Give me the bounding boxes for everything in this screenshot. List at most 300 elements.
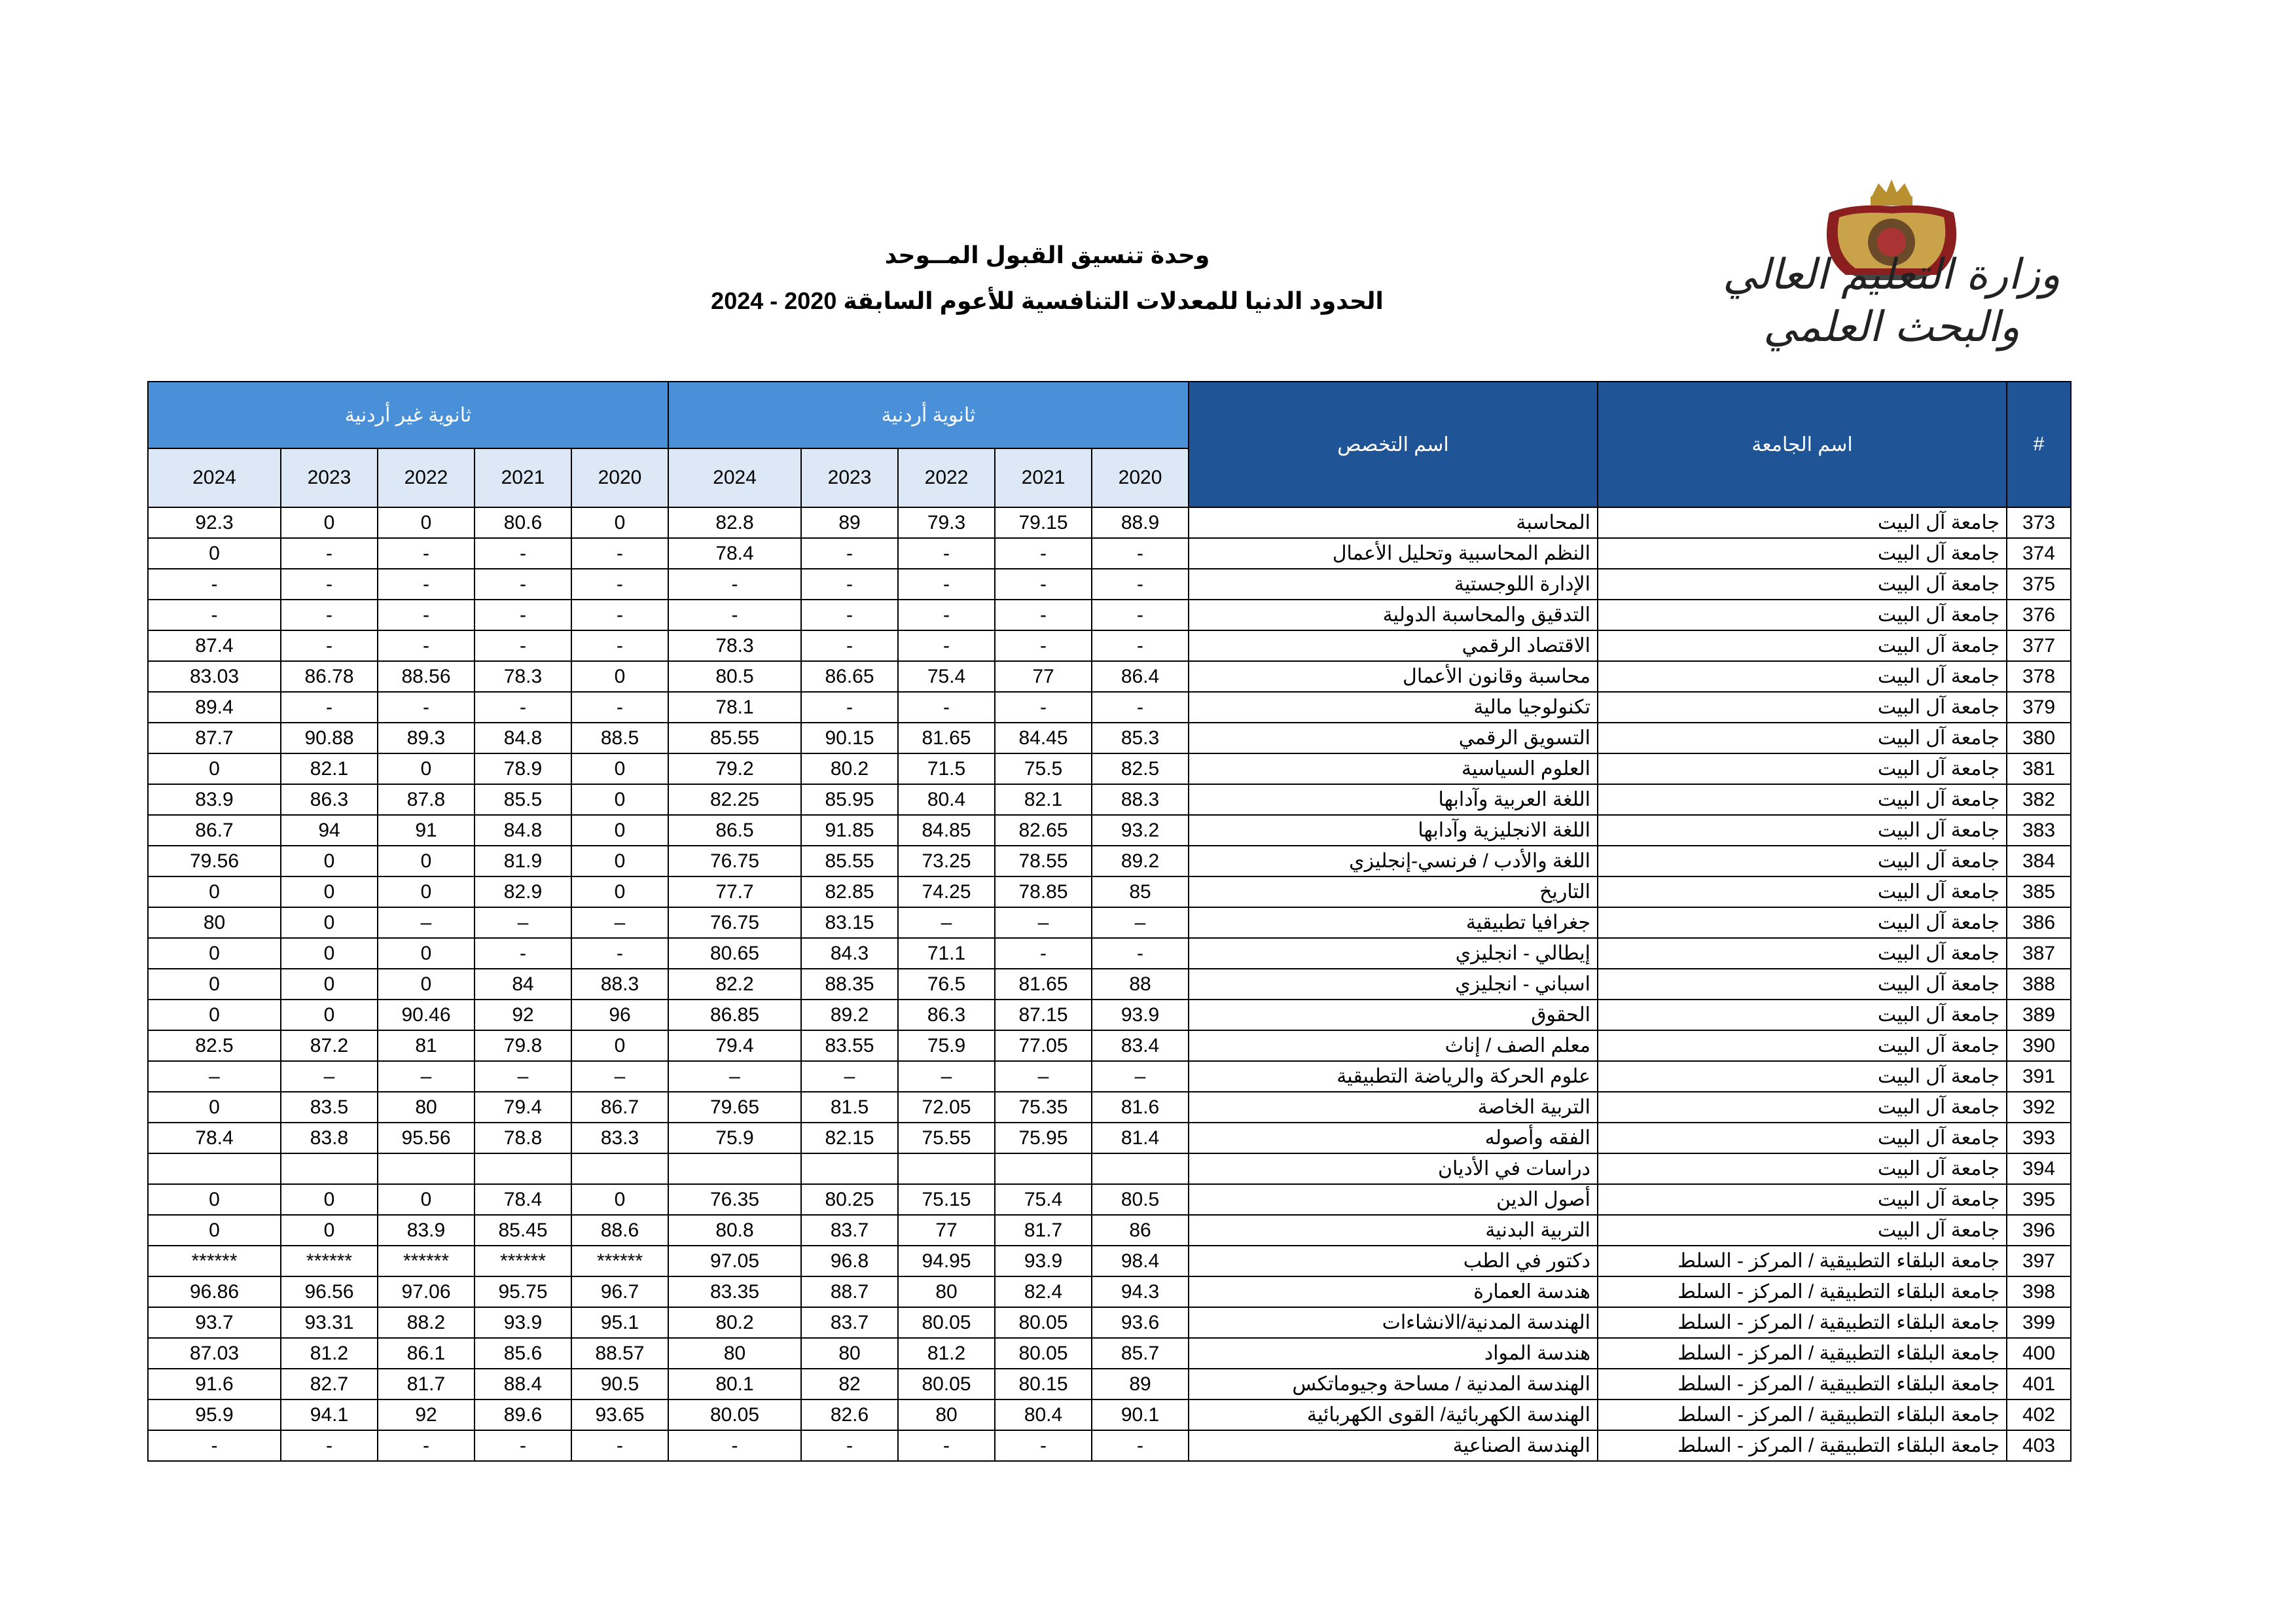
- jordanian-score-cell: 78.4: [668, 538, 801, 569]
- jordanian-score-cell: 88.35: [801, 969, 898, 1000]
- jordanian-score-cell: 80: [668, 1338, 801, 1369]
- non-jordanian-score-cell: 78.9: [475, 753, 571, 784]
- jordanian-score-cell: -: [898, 569, 995, 600]
- jordanian-score-cell: -: [995, 692, 1092, 723]
- header-index: #: [2007, 382, 2071, 507]
- jordanian-score-cell: –: [1092, 1061, 1189, 1092]
- non-jordanian-score-cell: –: [571, 1061, 668, 1092]
- non-jordanian-score-cell: 87.4: [148, 630, 281, 661]
- jordanian-score-cell: 88.9: [1092, 507, 1189, 538]
- non-jordanian-score-cell: 82.9: [475, 876, 571, 907]
- admission-table: [147, 381, 2072, 1462]
- index-cell: 384: [2007, 846, 2071, 876]
- non-jordanian-score-cell: 0: [148, 1215, 281, 1246]
- jordanian-score-cell: 80: [898, 1399, 995, 1430]
- non-jordanian-score-cell: 0: [378, 969, 475, 1000]
- non-jordanian-score-cell: 93.31: [281, 1307, 378, 1338]
- jordanian-score-cell: 86.4: [1092, 661, 1189, 692]
- jordanian-score-cell: 90.1: [1092, 1399, 1189, 1430]
- non-jordanian-score-cell: 91: [378, 815, 475, 846]
- index-cell: 399: [2007, 1307, 2071, 1338]
- jordanian-score-cell: 75.4: [898, 661, 995, 692]
- non-jordanian-score-cell: -: [148, 569, 281, 600]
- jordanian-score-cell: 96.8: [801, 1246, 898, 1276]
- non-jordanian-score-cell: 0: [148, 938, 281, 969]
- jordanian-score-cell: 80.05: [898, 1307, 995, 1338]
- jordanian-score-cell: 84.45: [995, 723, 1092, 753]
- jordanian-score-cell: 80.05: [995, 1338, 1092, 1369]
- table-row: [148, 630, 2071, 661]
- non-jordanian-score-cell: 90.5: [571, 1369, 668, 1399]
- index-cell: 398: [2007, 1276, 2071, 1307]
- jordanian-score-cell: 80: [898, 1276, 995, 1307]
- jordanian-score-cell: 78.1: [668, 692, 801, 723]
- table-row: [148, 1276, 2071, 1307]
- non-jordanian-score-cell: 96: [571, 1000, 668, 1030]
- header-jordanian: ثانوية أردنية: [668, 382, 1189, 448]
- table-row: [148, 692, 2071, 723]
- jordanian-score-cell: 88.7: [801, 1276, 898, 1307]
- non-jordanian-score-cell: 83.9: [148, 784, 281, 815]
- non-jordanian-score-cell: 0: [571, 846, 668, 876]
- major-cell: التربية الخاصة: [1189, 1092, 1598, 1123]
- jordanian-score-cell: 85.55: [668, 723, 801, 753]
- index-cell: 394: [2007, 1153, 2071, 1184]
- table-row: [148, 1338, 2071, 1369]
- jordanian-score-cell: 77.05: [995, 1030, 1092, 1061]
- jordanian-score-cell: -: [995, 538, 1092, 569]
- jordanian-score-cell: 77: [995, 661, 1092, 692]
- jordanian-score-cell: 86.65: [801, 661, 898, 692]
- university-cell: جامعة آل البيت: [1598, 753, 2007, 784]
- jordanian-score-cell: -: [801, 1430, 898, 1461]
- non-jordanian-score-cell: 92: [378, 1399, 475, 1430]
- jordanian-score-cell: 89: [801, 507, 898, 538]
- non-jordanian-score-cell: 0: [571, 1184, 668, 1215]
- non-jordanian-score-cell: 78.8: [475, 1123, 571, 1153]
- non-jordanian-score-cell: 0: [571, 661, 668, 692]
- jordanian-score-cell: -: [898, 630, 995, 661]
- non-jordanian-score-cell: 85.5: [475, 784, 571, 815]
- jordanian-score-cell: -: [801, 569, 898, 600]
- non-jordanian-score-cell: 0: [378, 753, 475, 784]
- jordanian-score-cell: 78.85: [995, 876, 1092, 907]
- non-jordanian-score-cell: 79.4: [475, 1092, 571, 1123]
- index-cell: 397: [2007, 1246, 2071, 1276]
- year-header: 2021: [995, 448, 1092, 507]
- table-row: [148, 1061, 2071, 1092]
- non-jordanian-score-cell: 88.6: [571, 1215, 668, 1246]
- jordanian-score-cell: 93.6: [1092, 1307, 1189, 1338]
- non-jordanian-score-cell: 84.8: [475, 723, 571, 753]
- university-cell: جامعة آل البيت: [1598, 1061, 2007, 1092]
- non-jordanian-score-cell: 78.4: [475, 1184, 571, 1215]
- major-cell: محاسبة وقانون الأعمال: [1189, 661, 1598, 692]
- jordanian-score-cell: 76.35: [668, 1184, 801, 1215]
- non-jordanian-score-cell: 94: [281, 815, 378, 846]
- non-jordanian-score-cell: 0: [148, 876, 281, 907]
- university-cell: جامعة آل البيت: [1598, 569, 2007, 600]
- non-jordanian-score-cell: 96.7: [571, 1276, 668, 1307]
- table-row: [148, 907, 2071, 938]
- jordanian-score-cell: -: [801, 630, 898, 661]
- jordanian-score-cell: 80.1: [668, 1369, 801, 1399]
- jordanian-score-cell: 97.05: [668, 1246, 801, 1276]
- table-body: [148, 507, 2071, 1461]
- jordanian-score-cell: [995, 1153, 1092, 1184]
- non-jordanian-score-cell: -: [148, 600, 281, 630]
- index-cell: 401: [2007, 1369, 2071, 1399]
- jordanian-score-cell: -: [801, 600, 898, 630]
- university-cell: جامعة آل البيت: [1598, 538, 2007, 569]
- university-cell: جامعة البلقاء التطبيقية / المركز - السلط: [1598, 1430, 2007, 1461]
- non-jordanian-score-cell: 0: [281, 938, 378, 969]
- jordanian-score-cell: -: [1092, 538, 1189, 569]
- non-jordanian-score-cell: 81.9: [475, 846, 571, 876]
- non-jordanian-score-cell: 86.7: [148, 815, 281, 846]
- index-cell: 373: [2007, 507, 2071, 538]
- non-jordanian-score-cell: 0: [148, 1184, 281, 1215]
- jordanian-score-cell: 75.15: [898, 1184, 995, 1215]
- jordanian-score-cell: 78.3: [668, 630, 801, 661]
- jordanian-score-cell: 72.05: [898, 1092, 995, 1123]
- major-cell: الفقه وأصوله: [1189, 1123, 1598, 1153]
- non-jordanian-score-cell: 96.86: [148, 1276, 281, 1307]
- non-jordanian-score-cell: 88.57: [571, 1338, 668, 1369]
- university-cell: جامعة البلقاء التطبيقية / المركز - السلط: [1598, 1276, 2007, 1307]
- jordanian-score-cell: –: [801, 1061, 898, 1092]
- header-university: اسم الجامعة: [1598, 382, 2007, 507]
- jordanian-score-cell: [898, 1153, 995, 1184]
- non-jordanian-score-cell: 0: [148, 1000, 281, 1030]
- jordanian-score-cell: 86: [1092, 1215, 1189, 1246]
- jordanian-score-cell: 80.2: [668, 1307, 801, 1338]
- jordanian-score-cell: –: [898, 907, 995, 938]
- non-jordanian-score-cell: 89.4: [148, 692, 281, 723]
- non-jordanian-score-cell: 89.3: [378, 723, 475, 753]
- index-cell: 374: [2007, 538, 2071, 569]
- jordanian-score-cell: -: [1092, 938, 1189, 969]
- university-cell: جامعة آل البيت: [1598, 846, 2007, 876]
- non-jordanian-score-cell: 82.7: [281, 1369, 378, 1399]
- jordanian-score-cell: 80.25: [801, 1184, 898, 1215]
- jordanian-score-cell: 86.5: [668, 815, 801, 846]
- ministry-logo: [1708, 177, 2075, 353]
- table-row: [148, 1030, 2071, 1061]
- table-row: [148, 784, 2071, 815]
- page-subtitle: الحدود الدنيا للمعدلات التنافسية للأعوم السابقة 2020 - 2024: [711, 287, 1384, 314]
- table-row: [148, 1369, 2071, 1399]
- jordanian-score-cell: 83.15: [801, 907, 898, 938]
- year-header: 2022: [898, 448, 995, 507]
- non-jordanian-score-cell: 96.56: [281, 1276, 378, 1307]
- jordanian-score-cell: 82.8: [668, 507, 801, 538]
- non-jordanian-score-cell: -: [281, 692, 378, 723]
- university-cell: جامعة آل البيت: [1598, 1184, 2007, 1215]
- non-jordanian-score-cell: 87.7: [148, 723, 281, 753]
- non-jordanian-score-cell: 82.5: [148, 1030, 281, 1061]
- table-row: [148, 753, 2071, 784]
- jordanian-score-cell: -: [898, 600, 995, 630]
- jordanian-score-cell: 80.15: [995, 1369, 1092, 1399]
- non-jordanian-score-cell: 95.75: [475, 1276, 571, 1307]
- jordanian-score-cell: 89.2: [1092, 846, 1189, 876]
- jordanian-score-cell: 75.95: [995, 1123, 1092, 1153]
- year-header: 2021: [475, 448, 571, 507]
- jordanian-score-cell: 85.95: [801, 784, 898, 815]
- jordanian-score-cell: 83.7: [801, 1215, 898, 1246]
- jordanian-score-cell: 94.3: [1092, 1276, 1189, 1307]
- non-jordanian-score-cell: -: [378, 1430, 475, 1461]
- major-cell: النظم المحاسبية وتحليل الأعمال: [1189, 538, 1598, 569]
- index-cell: 379: [2007, 692, 2071, 723]
- university-cell: جامعة البلقاء التطبيقية / المركز - السلط: [1598, 1246, 2007, 1276]
- index-cell: 375: [2007, 569, 2071, 600]
- major-cell: الاقتصاد الرقمي: [1189, 630, 1598, 661]
- non-jordanian-score-cell: 0: [281, 1000, 378, 1030]
- jordanian-score-cell: 75.55: [898, 1123, 995, 1153]
- jordanian-score-cell: 83.7: [801, 1307, 898, 1338]
- jordanian-score-cell: 89.2: [801, 1000, 898, 1030]
- jordanian-score-cell: 85.3: [1092, 723, 1189, 753]
- index-cell: 391: [2007, 1061, 2071, 1092]
- jordanian-score-cell: -: [898, 1430, 995, 1461]
- non-jordanian-score-cell: 0: [148, 969, 281, 1000]
- index-cell: 382: [2007, 784, 2071, 815]
- jordanian-score-cell: 80.8: [668, 1215, 801, 1246]
- non-jordanian-score-cell: –: [571, 907, 668, 938]
- non-jordanian-score-cell: –: [378, 907, 475, 938]
- jordanian-score-cell: 80.65: [668, 938, 801, 969]
- jordanian-score-cell: –: [1092, 907, 1189, 938]
- non-jordanian-score-cell: -: [281, 1430, 378, 1461]
- table-row: [148, 1000, 2071, 1030]
- jordanian-score-cell: 93.9: [1092, 1000, 1189, 1030]
- jordanian-score-cell: 81.65: [898, 723, 995, 753]
- jordanian-score-cell: -: [995, 600, 1092, 630]
- jordanian-score-cell: 75.5: [995, 753, 1092, 784]
- university-cell: جامعة آل البيت: [1598, 907, 2007, 938]
- jordanian-score-cell: 98.4: [1092, 1246, 1189, 1276]
- non-jordanian-score-cell: –: [475, 1061, 571, 1092]
- non-jordanian-score-cell: 83.3: [571, 1123, 668, 1153]
- table-row: [148, 723, 2071, 753]
- year-header: 2024: [668, 448, 801, 507]
- jordanian-score-cell: 75.9: [898, 1030, 995, 1061]
- university-cell: جامعة آل البيت: [1598, 1123, 2007, 1153]
- jordanian-score-cell: 79.3: [898, 507, 995, 538]
- jordanian-score-cell: –: [668, 1061, 801, 1092]
- non-jordanian-score-cell: 93.7: [148, 1307, 281, 1338]
- index-cell: 396: [2007, 1215, 2071, 1246]
- non-jordanian-score-cell: 92: [475, 1000, 571, 1030]
- university-cell: جامعة البلقاء التطبيقية / المركز - السلط: [1598, 1307, 2007, 1338]
- major-cell: تكنولوجيا مالية: [1189, 692, 1598, 723]
- non-jordanian-score-cell: 0: [571, 784, 668, 815]
- non-jordanian-score-cell: 88.5: [571, 723, 668, 753]
- non-jordanian-score-cell: -: [475, 630, 571, 661]
- jordanian-score-cell: [668, 1153, 801, 1184]
- major-cell: هندسة المواد: [1189, 1338, 1598, 1369]
- jordanian-score-cell: 89: [1092, 1369, 1189, 1399]
- non-jordanian-score-cell: -: [571, 569, 668, 600]
- non-jordanian-score-cell: 95.1: [571, 1307, 668, 1338]
- non-jordanian-score-cell: 78.4: [148, 1123, 281, 1153]
- non-jordanian-score-cell: -: [281, 600, 378, 630]
- university-cell: جامعة آل البيت: [1598, 630, 2007, 661]
- jordanian-score-cell: 79.15: [995, 507, 1092, 538]
- non-jordanian-score-cell: -: [475, 1430, 571, 1461]
- major-cell: الهندسة المدنية/الانشاءات: [1189, 1307, 1598, 1338]
- non-jordanian-score-cell: 0: [281, 969, 378, 1000]
- table-row: [148, 1399, 2071, 1430]
- major-cell: اللغة والأدب / فرنسي-إنجليزي: [1189, 846, 1598, 876]
- table-row: [148, 569, 2071, 600]
- major-cell: الحقوق: [1189, 1000, 1598, 1030]
- non-jordanian-score-cell: 79.56: [148, 846, 281, 876]
- index-cell: 400: [2007, 1338, 2071, 1369]
- year-header: 2023: [281, 448, 378, 507]
- non-jordanian-score-cell: 0: [378, 876, 475, 907]
- non-jordanian-score-cell: 88.3: [571, 969, 668, 1000]
- non-jordanian-score-cell: 80: [148, 907, 281, 938]
- jordanian-score-cell: 85: [1092, 876, 1189, 907]
- jordanian-score-cell: [1092, 1153, 1189, 1184]
- university-cell: جامعة البلقاء التطبيقية / المركز - السلط: [1598, 1338, 2007, 1369]
- major-cell: معلم الصف / إناث: [1189, 1030, 1598, 1061]
- non-jordanian-score-cell: 0: [378, 938, 475, 969]
- jordanian-score-cell: 93.9: [995, 1246, 1092, 1276]
- index-cell: 383: [2007, 815, 2071, 846]
- jordanian-score-cell: 82.15: [801, 1123, 898, 1153]
- university-cell: جامعة آل البيت: [1598, 969, 2007, 1000]
- jordanian-score-cell: 83.35: [668, 1276, 801, 1307]
- non-jordanian-score-cell: 0: [281, 507, 378, 538]
- non-jordanian-score-cell: -: [378, 569, 475, 600]
- university-cell: جامعة البلقاء التطبيقية / المركز - السلط: [1598, 1399, 2007, 1430]
- non-jordanian-score-cell: -: [281, 538, 378, 569]
- jordanian-score-cell: 91.85: [801, 815, 898, 846]
- table-row: [148, 507, 2071, 538]
- jordanian-score-cell: 78.55: [995, 846, 1092, 876]
- jordanian-score-cell: 82: [801, 1369, 898, 1399]
- non-jordanian-score-cell: 83.5: [281, 1092, 378, 1123]
- non-jordanian-score-cell: 88.4: [475, 1369, 571, 1399]
- non-jordanian-score-cell: 83.8: [281, 1123, 378, 1153]
- year-header: 2020: [1092, 448, 1189, 507]
- non-jordanian-score-cell: [475, 1153, 571, 1184]
- jordanian-score-cell: 79.65: [668, 1092, 801, 1123]
- university-cell: جامعة البلقاء التطبيقية / المركز - السلط: [1598, 1369, 2007, 1399]
- major-cell: التربية البدنية: [1189, 1215, 1598, 1246]
- table-row: [148, 1184, 2071, 1215]
- jordanian-score-cell: 80.05: [898, 1369, 995, 1399]
- non-jordanian-score-cell: 88.2: [378, 1307, 475, 1338]
- non-jordanian-score-cell: -: [378, 600, 475, 630]
- jordanian-score-cell: 80.5: [1092, 1184, 1189, 1215]
- jordanian-score-cell: -: [898, 538, 995, 569]
- major-cell: التاريخ: [1189, 876, 1598, 907]
- university-cell: جامعة آل البيت: [1598, 876, 2007, 907]
- non-jordanian-score-cell: 0: [281, 846, 378, 876]
- index-cell: 378: [2007, 661, 2071, 692]
- jordanian-score-cell: -: [1092, 569, 1189, 600]
- non-jordanian-score-cell: 87.2: [281, 1030, 378, 1061]
- index-cell: 385: [2007, 876, 2071, 907]
- major-cell: علوم الحركة والرياضة التطبيقية: [1189, 1061, 1598, 1092]
- non-jordanian-score-cell: ******: [148, 1246, 281, 1276]
- university-cell: جامعة آل البيت: [1598, 1215, 2007, 1246]
- jordanian-score-cell: 94.95: [898, 1246, 995, 1276]
- non-jordanian-score-cell: 79.8: [475, 1030, 571, 1061]
- jordanian-score-cell: 87.15: [995, 1000, 1092, 1030]
- non-jordanian-score-cell: 0: [571, 507, 668, 538]
- non-jordanian-score-cell: 84.8: [475, 815, 571, 846]
- jordanian-score-cell: 81.65: [995, 969, 1092, 1000]
- jordanian-score-cell: 88.3: [1092, 784, 1189, 815]
- major-cell: دراسات في الأديان: [1189, 1153, 1598, 1184]
- non-jordanian-score-cell: -: [475, 600, 571, 630]
- university-cell: جامعة آل البيت: [1598, 938, 2007, 969]
- non-jordanian-score-cell: 93.9: [475, 1307, 571, 1338]
- non-jordanian-score-cell: ******: [378, 1246, 475, 1276]
- non-jordanian-score-cell: 90.46: [378, 1000, 475, 1030]
- non-jordanian-score-cell: 80.6: [475, 507, 571, 538]
- non-jordanian-score-cell: 91.6: [148, 1369, 281, 1399]
- major-cell: التدقيق والمحاسبة الدولية: [1189, 600, 1598, 630]
- university-cell: جامعة آل البيت: [1598, 1000, 2007, 1030]
- jordanian-score-cell: -: [668, 1430, 801, 1461]
- jordanian-score-cell: -: [668, 600, 801, 630]
- non-jordanian-score-cell: 0: [571, 876, 668, 907]
- non-jordanian-score-cell: 0: [281, 1215, 378, 1246]
- jordanian-score-cell: 88: [1092, 969, 1189, 1000]
- jordanian-score-cell: -: [1092, 1430, 1189, 1461]
- university-cell: جامعة آل البيت: [1598, 600, 2007, 630]
- non-jordanian-score-cell: ******: [281, 1246, 378, 1276]
- major-cell: اللغة الانجليزية وآدابها: [1189, 815, 1598, 846]
- table-row: [148, 1307, 2071, 1338]
- non-jordanian-score-cell: 81.2: [281, 1338, 378, 1369]
- table-row: [148, 969, 2071, 1000]
- jordanian-score-cell: 75.35: [995, 1092, 1092, 1123]
- non-jordanian-score-cell: 0: [281, 876, 378, 907]
- jordanian-score-cell: –: [898, 1061, 995, 1092]
- non-jordanian-score-cell: 87.8: [378, 784, 475, 815]
- non-jordanian-score-cell: -: [475, 938, 571, 969]
- non-jordanian-score-cell: -: [571, 692, 668, 723]
- non-jordanian-score-cell: 0: [148, 753, 281, 784]
- table-row: [148, 846, 2071, 876]
- major-cell: إيطالي - انجليزي: [1189, 938, 1598, 969]
- table-row: [148, 1246, 2071, 1276]
- non-jordanian-score-cell: 82.1: [281, 753, 378, 784]
- major-cell: الإدارة اللوجستية: [1189, 569, 1598, 600]
- year-header: 2020: [571, 448, 668, 507]
- jordanian-score-cell: 82.5: [1092, 753, 1189, 784]
- jordanian-score-cell: 86.85: [668, 1000, 801, 1030]
- non-jordanian-score-cell: -: [571, 538, 668, 569]
- year-header: 2022: [378, 448, 475, 507]
- university-cell: جامعة آل البيت: [1598, 1153, 2007, 1184]
- non-jordanian-score-cell: 0: [281, 1184, 378, 1215]
- non-jordanian-score-cell: –: [281, 1061, 378, 1092]
- non-jordanian-score-cell: -: [571, 938, 668, 969]
- non-jordanian-score-cell: 81: [378, 1030, 475, 1061]
- table-row: [148, 938, 2071, 969]
- non-jordanian-score-cell: 85.6: [475, 1338, 571, 1369]
- jordanian-score-cell: 81.6: [1092, 1092, 1189, 1123]
